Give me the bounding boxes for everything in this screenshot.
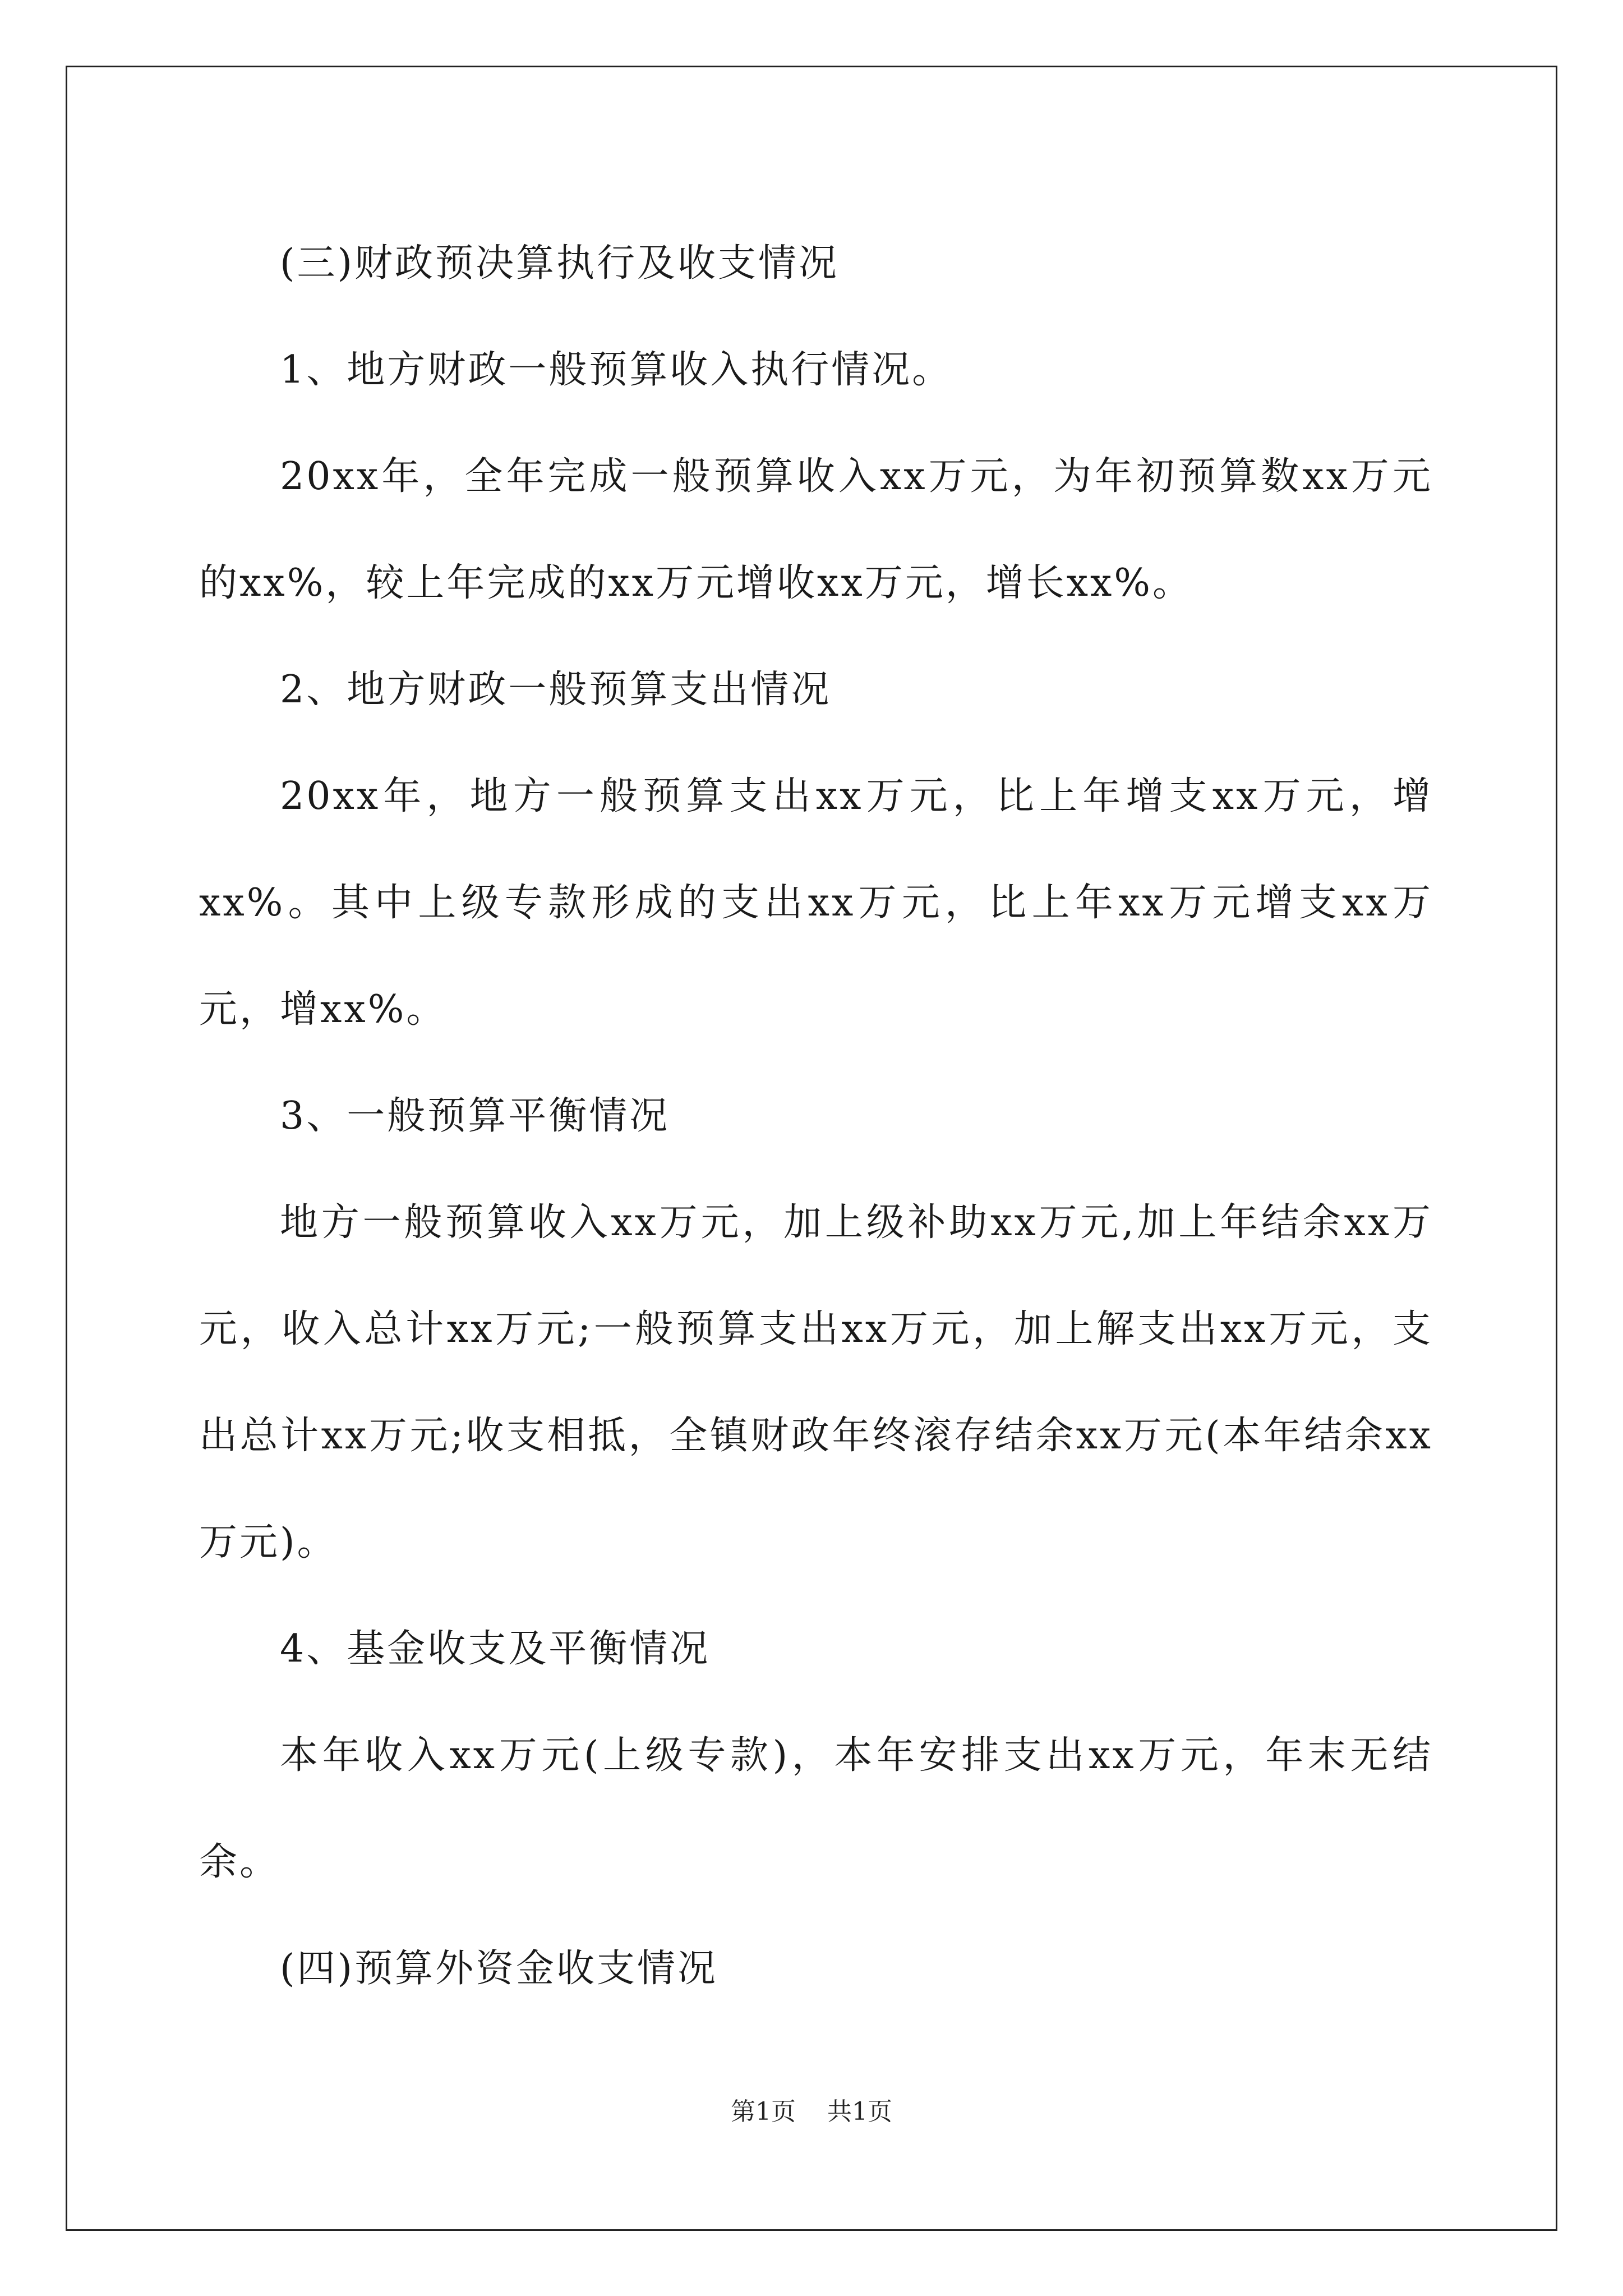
paragraph-expenditure: 20xx年，地方一般预算支出xx万元，比上年增支xx万元，增xx%。其中上级专款形成的支出xx万元，比上年xx万元增支xx万元，增xx%。 bbox=[199, 774, 1433, 1032]
subheading-3: 3、一般预算平衡情况 bbox=[280, 1094, 670, 1138]
section-heading-4: (四)预算外资金收支情况 bbox=[280, 1947, 718, 1991]
page-number: 第1页 bbox=[731, 2097, 796, 2126]
paragraph-balance: 地方一般预算收入xx万元，加上级补助xx万元,加上年结余xx万元，收入总计xx万元;一般预算支出xx万元，加上解支出xx万元，支出总计xx万元;收支相抵，全镇财政年终滚存结余xx万元(本年结余xx万元)。 bbox=[199, 1200, 1433, 1565]
subheading-2: 2、地方财政一般预算支出情况 bbox=[280, 668, 832, 712]
section-heading-3: (三)财政预决算执行及收支情况 bbox=[280, 241, 840, 286]
paragraph-revenue: 20xx年，全年完成一般预算收入xx万元，为年初预算数xx万元的xx%，较上年完成的xx万元增收xx万元，增长xx%。 bbox=[199, 454, 1433, 605]
paragraph-fund: 本年收入xx万元(上级专款)，本年安排支出xx万元，年末无结余。 bbox=[199, 1733, 1433, 1884]
document-body bbox=[199, 210, 1433, 2022]
subheading-4: 4、基金收支及平衡情况 bbox=[280, 1627, 711, 1671]
page-footer bbox=[0, 2091, 1623, 2127]
page-total: 共1页 bbox=[827, 2097, 892, 2126]
subheading-1: 1、地方财政一般预算收入执行情况。 bbox=[280, 348, 953, 392]
